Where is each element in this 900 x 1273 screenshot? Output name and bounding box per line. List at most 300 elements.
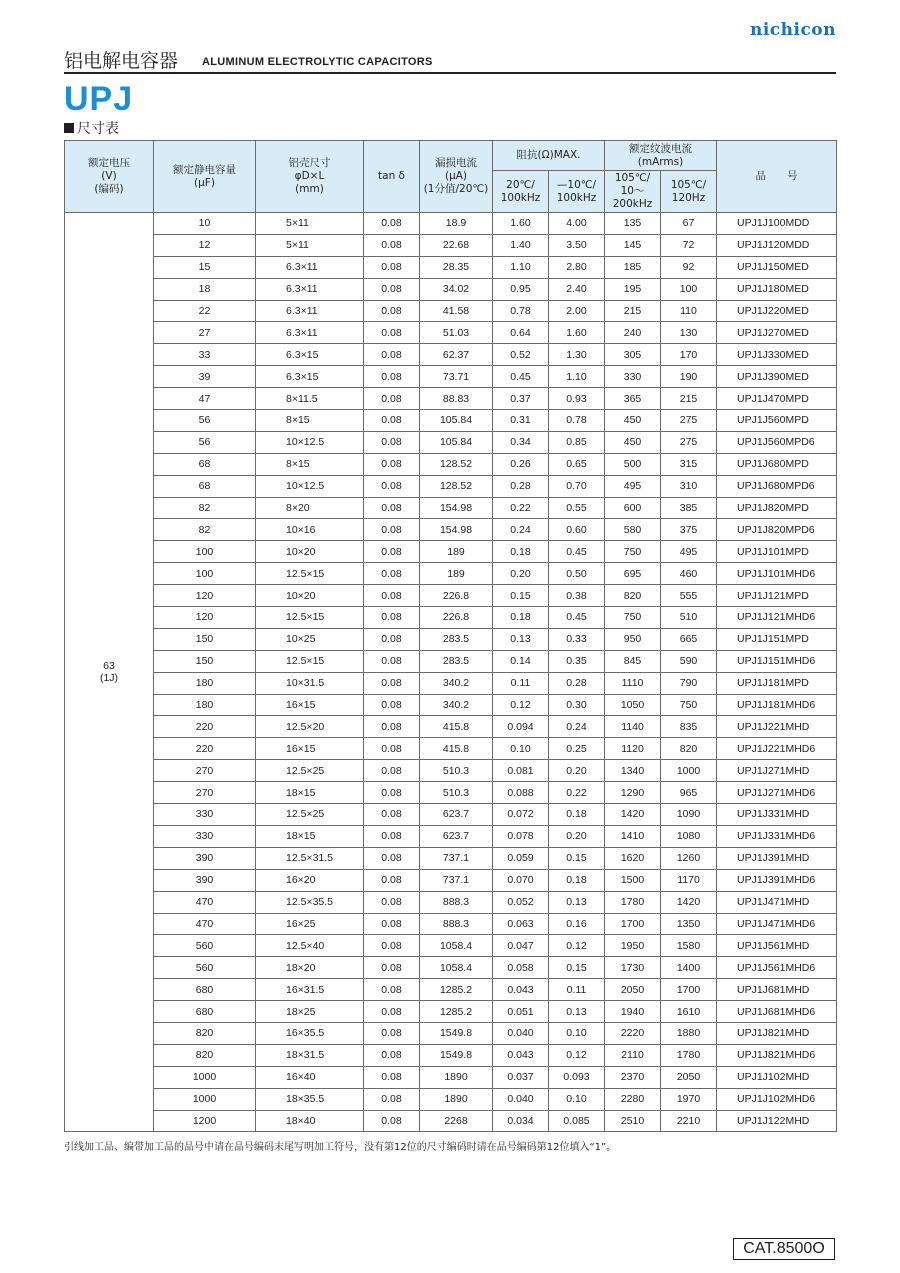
table-row	[65, 979, 837, 1001]
table-cell: 695	[605, 563, 661, 585]
table-cell: UPJ1J681MHD	[717, 979, 837, 1001]
table-cell: 310	[661, 475, 717, 497]
table-cell: 820	[661, 738, 717, 760]
table-cell: 8×20	[256, 497, 364, 519]
table-cell: 0.52	[493, 344, 549, 366]
table-cell: 10×20	[256, 585, 364, 607]
table-row	[65, 957, 837, 979]
table-cell: 2110	[605, 1044, 661, 1066]
table-cell: UPJ1J331MHD6	[717, 825, 837, 847]
table-cell: 226.8	[420, 607, 493, 629]
header-imp-m10c: —10℃/ 100kHz	[549, 171, 605, 213]
table-cell: 16×15	[256, 694, 364, 716]
table-cell: 0.094	[493, 716, 549, 738]
table-cell: 0.18	[493, 607, 549, 629]
table-cell: 0.64	[493, 322, 549, 344]
table-cell: 0.052	[493, 891, 549, 913]
table-cell: 0.16	[549, 913, 605, 935]
table-cell: 150	[154, 628, 256, 650]
table-cell: 2220	[605, 1022, 661, 1044]
table-cell: 0.10	[549, 1088, 605, 1110]
table-row	[65, 234, 837, 256]
table-cell: UPJ1J680MPD6	[717, 475, 837, 497]
table-cell: UPJ1J220MED	[717, 300, 837, 322]
table-cell: 0.058	[493, 957, 549, 979]
table-cell: 189	[420, 563, 493, 585]
table-cell: 590	[661, 650, 717, 672]
table-cell: 12.5×25	[256, 760, 364, 782]
table-row	[65, 825, 837, 847]
table-cell: 0.34	[493, 431, 549, 453]
table-cell: 0.08	[364, 585, 420, 607]
table-cell: UPJ1J181MHD6	[717, 694, 837, 716]
table-cell: 0.08	[364, 979, 420, 1001]
table-cell: 6.3×15	[256, 366, 364, 388]
table-cell: 0.85	[549, 431, 605, 453]
table-cell: UPJ1J270MED	[717, 322, 837, 344]
table-cell: 1200	[154, 1110, 256, 1132]
table-cell: 450	[605, 431, 661, 453]
table-cell: 6.3×11	[256, 300, 364, 322]
table-cell: 0.08	[364, 1044, 420, 1066]
table-row	[65, 672, 837, 694]
table-cell: 12	[154, 234, 256, 256]
table-cell: 0.12	[549, 1044, 605, 1066]
table-cell: UPJ1J820MPD6	[717, 519, 837, 541]
table-row	[65, 541, 837, 563]
table-cell: 18×35.5	[256, 1088, 364, 1110]
table-cell: 0.08	[364, 1001, 420, 1023]
header-case-size: 铝壳尺寸 φD×L (mm)	[256, 141, 364, 213]
table-row	[65, 410, 837, 432]
table-cell: 56	[154, 410, 256, 432]
table-cell: 0.072	[493, 804, 549, 826]
table-cell: 135	[605, 213, 661, 235]
table-cell: 1940	[605, 1001, 661, 1023]
table-cell: 0.08	[364, 366, 420, 388]
table-cell: 1780	[661, 1044, 717, 1066]
table-row	[65, 475, 837, 497]
table-cell: 665	[661, 628, 717, 650]
table-cell: 0.08	[364, 913, 420, 935]
table-cell: 22	[154, 300, 256, 322]
table-cell: 1420	[661, 891, 717, 913]
header-impedance: 阻抗(Ω)MAX.	[493, 141, 605, 171]
table-cell: 16×31.5	[256, 979, 364, 1001]
table-cell: 2050	[605, 979, 661, 1001]
table-cell: 0.08	[364, 344, 420, 366]
table-cell: 1058.4	[420, 935, 493, 957]
table-cell: 0.08	[364, 1110, 420, 1132]
table-cell: 0.08	[364, 694, 420, 716]
table-cell: 0.085	[549, 1110, 605, 1132]
table-cell: 189	[420, 541, 493, 563]
table-cell: 750	[661, 694, 717, 716]
table-cell: 0.059	[493, 847, 549, 869]
table-cell: 1058.4	[420, 957, 493, 979]
table-cell: 18×31.5	[256, 1044, 364, 1066]
table-cell: 16×40	[256, 1066, 364, 1088]
table-cell: 450	[605, 410, 661, 432]
table-cell: 737.1	[420, 847, 493, 869]
table-cell: 10×31.5	[256, 672, 364, 694]
table-cell: 0.08	[364, 213, 420, 235]
table-cell: 0.051	[493, 1001, 549, 1023]
table-cell: UPJ1J101MPD	[717, 541, 837, 563]
page-header	[64, 46, 836, 74]
table-cell: 0.08	[364, 497, 420, 519]
table-cell: 18	[154, 278, 256, 300]
table-cell: 365	[605, 388, 661, 410]
table-cell: 12.5×35.5	[256, 891, 364, 913]
table-cell: 315	[661, 453, 717, 475]
table-cell: 0.08	[364, 256, 420, 278]
table-cell: 4.00	[549, 213, 605, 235]
table-cell: 170	[661, 344, 717, 366]
table-cell: 0.08	[364, 782, 420, 804]
table-cell: 965	[661, 782, 717, 804]
table-row	[65, 847, 837, 869]
header-capacitance: 额定静电容量 (μF)	[154, 141, 256, 213]
table-cell: UPJ1J121MPD	[717, 585, 837, 607]
table-cell: 56	[154, 431, 256, 453]
table-cell: 130	[661, 322, 717, 344]
table-cell: 0.08	[364, 475, 420, 497]
section-heading	[64, 118, 119, 138]
table-cell: 0.08	[364, 388, 420, 410]
table-cell: 0.08	[364, 672, 420, 694]
table-cell: 1260	[661, 847, 717, 869]
table-cell: 415.8	[420, 738, 493, 760]
table-cell: 495	[605, 475, 661, 497]
table-cell: 0.093	[549, 1066, 605, 1088]
table-row	[65, 366, 837, 388]
table-cell: 2510	[605, 1110, 661, 1132]
header-imp-20c: 20℃/ 100kHz	[493, 171, 549, 213]
table-cell: 0.08	[364, 322, 420, 344]
table-cell: 18×40	[256, 1110, 364, 1132]
header-ripple: 额定纹波电流 (mArms)	[605, 141, 717, 171]
table-cell: 6.3×11	[256, 256, 364, 278]
table-row	[65, 1088, 837, 1110]
table-cell: UPJ1J151MHD6	[717, 650, 837, 672]
table-cell: 0.60	[549, 519, 605, 541]
table-cell: 820	[154, 1022, 256, 1044]
table-cell: 0.22	[549, 782, 605, 804]
table-cell: 2280	[605, 1088, 661, 1110]
table-cell: 27	[154, 322, 256, 344]
table-row	[65, 738, 837, 760]
table-cell: 0.55	[549, 497, 605, 519]
table-cell: 1000	[154, 1088, 256, 1110]
table-row	[65, 1066, 837, 1088]
table-cell: 92	[661, 256, 717, 278]
table-cell: 1610	[661, 1001, 717, 1023]
table-cell: 0.08	[364, 738, 420, 760]
table-row	[65, 1110, 837, 1132]
table-cell: 67	[661, 213, 717, 235]
table-cell: 275	[661, 410, 717, 432]
table-cell: 2210	[661, 1110, 717, 1132]
dimension-table	[64, 140, 837, 1132]
table-cell: 88.83	[420, 388, 493, 410]
table-cell: 340.2	[420, 694, 493, 716]
table-cell: 0.28	[549, 672, 605, 694]
table-cell: 0.08	[364, 891, 420, 913]
table-cell: 1090	[661, 804, 717, 826]
table-cell: 12.5×20	[256, 716, 364, 738]
table-cell: 0.35	[549, 650, 605, 672]
table-cell: 215	[605, 300, 661, 322]
table-row	[65, 891, 837, 913]
table-cell: 0.08	[364, 431, 420, 453]
table-row	[65, 782, 837, 804]
table-cell: 12.5×15	[256, 563, 364, 585]
header-tan-delta: tan δ	[364, 141, 420, 213]
table-cell: 1700	[661, 979, 717, 1001]
table-cell: 2268	[420, 1110, 493, 1132]
table-cell: 180	[154, 672, 256, 694]
table-cell: 12.5×31.5	[256, 847, 364, 869]
table-cell: 560	[154, 957, 256, 979]
table-cell: 1080	[661, 825, 717, 847]
table-cell: 0.15	[549, 957, 605, 979]
table-cell: 22.68	[420, 234, 493, 256]
table-cell: 1.60	[549, 322, 605, 344]
table-cell: UPJ1J471MHD6	[717, 913, 837, 935]
table-cell: 0.070	[493, 869, 549, 891]
table-cell: 190	[661, 366, 717, 388]
table-cell: 470	[154, 913, 256, 935]
table-cell: 0.14	[493, 650, 549, 672]
table-cell: 750	[605, 607, 661, 629]
table-cell: UPJ1J180MED	[717, 278, 837, 300]
table-cell: UPJ1J560MPD	[717, 410, 837, 432]
table-cell: UPJ1J271MHD6	[717, 782, 837, 804]
table-cell: 0.11	[549, 979, 605, 1001]
table-cell: 1.40	[493, 234, 549, 256]
table-cell: 10×12.5	[256, 431, 364, 453]
table-cell: 1890	[420, 1066, 493, 1088]
table-cell: 340.2	[420, 672, 493, 694]
table-cell: 0.30	[549, 694, 605, 716]
table-cell: 1549.8	[420, 1022, 493, 1044]
table-cell: 820	[605, 585, 661, 607]
table-cell: 1.10	[549, 366, 605, 388]
table-cell: 510	[661, 607, 717, 629]
table-cell: 73.71	[420, 366, 493, 388]
table-cell: 180	[154, 694, 256, 716]
table-cell: 270	[154, 782, 256, 804]
table-row	[65, 716, 837, 738]
table-cell: 500	[605, 453, 661, 475]
table-cell: 105.84	[420, 410, 493, 432]
table-cell: 1000	[661, 760, 717, 782]
table-cell: 82	[154, 519, 256, 541]
table-cell: 680	[154, 1001, 256, 1023]
header-part-number: 品 号	[717, 141, 837, 213]
table-cell: UPJ1J101MHD6	[717, 563, 837, 585]
table-cell: 330	[154, 804, 256, 826]
table-cell: 750	[605, 541, 661, 563]
header-voltage: 额定电压 (V) (编码)	[65, 141, 154, 213]
table-cell: 0.45	[549, 607, 605, 629]
table-cell: 128.52	[420, 475, 493, 497]
table-cell: 12.5×15	[256, 650, 364, 672]
table-cell: 120	[154, 585, 256, 607]
table-cell: 0.45	[493, 366, 549, 388]
table-cell: 5×11	[256, 234, 364, 256]
brand-logo: nichicon	[749, 20, 836, 40]
table-cell: 0.08	[364, 935, 420, 957]
table-cell: 145	[605, 234, 661, 256]
table-row	[65, 650, 837, 672]
table-cell: 0.08	[364, 278, 420, 300]
table-cell: UPJ1J271MHD	[717, 760, 837, 782]
table-cell: 0.08	[364, 760, 420, 782]
table-row	[65, 388, 837, 410]
table-cell: UPJ1J120MDD	[717, 234, 837, 256]
table-cell: 8×11.5	[256, 388, 364, 410]
table-cell: UPJ1J821MHD	[717, 1022, 837, 1044]
table-cell: 0.10	[493, 738, 549, 760]
table-row	[65, 213, 837, 235]
table-row	[65, 760, 837, 782]
table-cell: 0.081	[493, 760, 549, 782]
table-cell: 1890	[420, 1088, 493, 1110]
table-cell: UPJ1J181MPD	[717, 672, 837, 694]
table-cell: 270	[154, 760, 256, 782]
table-cell: 1285.2	[420, 1001, 493, 1023]
table-row	[65, 322, 837, 344]
voltage-cell: 63 (1J)	[65, 213, 154, 1132]
catalog-number: CAT.8500O	[733, 1238, 835, 1260]
table-row	[65, 869, 837, 891]
table-cell: 8×15	[256, 453, 364, 475]
table-cell: 10×12.5	[256, 475, 364, 497]
table-cell: 888.3	[420, 891, 493, 913]
table-cell: 0.040	[493, 1088, 549, 1110]
table-cell: 0.20	[549, 760, 605, 782]
table-cell: 5×11	[256, 213, 364, 235]
table-row	[65, 497, 837, 519]
table-cell: 110	[661, 300, 717, 322]
table-cell: 51.03	[420, 322, 493, 344]
table-cell: 16×25	[256, 913, 364, 935]
table-cell: UPJ1J121MHD6	[717, 607, 837, 629]
table-cell: 10×20	[256, 541, 364, 563]
table-cell: 888.3	[420, 913, 493, 935]
table-cell: 0.08	[364, 847, 420, 869]
series-name: UPJ	[64, 80, 134, 118]
table-cell: 1500	[605, 869, 661, 891]
table-cell: 0.08	[364, 453, 420, 475]
table-cell: 510.3	[420, 782, 493, 804]
table-cell: 950	[605, 628, 661, 650]
table-cell: 0.22	[493, 497, 549, 519]
table-cell: 0.24	[549, 716, 605, 738]
table-cell: 100	[661, 278, 717, 300]
table-cell: UPJ1J151MPD	[717, 628, 837, 650]
table-cell: 283.5	[420, 628, 493, 650]
table-cell: 1880	[661, 1022, 717, 1044]
table-cell: 0.08	[364, 869, 420, 891]
table-cell: 215	[661, 388, 717, 410]
table-cell: 0.31	[493, 410, 549, 432]
table-cell: 0.043	[493, 1044, 549, 1066]
table-cell: 18×25	[256, 1001, 364, 1023]
table-row	[65, 1022, 837, 1044]
table-cell: 0.037	[493, 1066, 549, 1088]
table-cell: 305	[605, 344, 661, 366]
table-cell: 185	[605, 256, 661, 278]
table-row	[65, 300, 837, 322]
table-cell: 1290	[605, 782, 661, 804]
table-cell: 820	[154, 1044, 256, 1066]
table-cell: 737.1	[420, 869, 493, 891]
table-cell: 1350	[661, 913, 717, 935]
table-cell: 0.18	[493, 541, 549, 563]
table-cell: UPJ1J561MHD	[717, 935, 837, 957]
table-cell: 1.10	[493, 256, 549, 278]
table-cell: 0.08	[364, 1088, 420, 1110]
table-cell: 390	[154, 847, 256, 869]
table-row	[65, 344, 837, 366]
table-cell: 0.08	[364, 1066, 420, 1088]
table-cell: 385	[661, 497, 717, 519]
table-cell: 0.08	[364, 1022, 420, 1044]
table-cell: 16×20	[256, 869, 364, 891]
table-row	[65, 256, 837, 278]
table-cell: 835	[661, 716, 717, 738]
section-title: 尺寸表	[77, 121, 119, 137]
table-cell: 68	[154, 475, 256, 497]
table-cell: 330	[605, 366, 661, 388]
table-cell: 580	[605, 519, 661, 541]
table-cell: 0.034	[493, 1110, 549, 1132]
table-cell: 1780	[605, 891, 661, 913]
table-cell: UPJ1J100MDD	[717, 213, 837, 235]
table-row	[65, 453, 837, 475]
table-cell: 28.35	[420, 256, 493, 278]
table-cell: 415.8	[420, 716, 493, 738]
table-cell: 6.3×15	[256, 344, 364, 366]
table-cell: 790	[661, 672, 717, 694]
table-cell: 555	[661, 585, 717, 607]
table-cell: 2.80	[549, 256, 605, 278]
table-cell: 154.98	[420, 519, 493, 541]
table-row	[65, 607, 837, 629]
table-cell: 128.52	[420, 453, 493, 475]
table-cell: 0.12	[549, 935, 605, 957]
table-cell: 1.30	[549, 344, 605, 366]
table-cell: 0.08	[364, 563, 420, 585]
table-cell: UPJ1J471MHD	[717, 891, 837, 913]
footnote: 引线加工品、编带加工品的品号中请在品号编码末尾写明加工符号，没有第12位的尺寸编码时请在品号编码第12位填入“1”。	[64, 1142, 617, 1153]
table-cell: 1170	[661, 869, 717, 891]
table-cell: UPJ1J561MHD6	[717, 957, 837, 979]
header-ripple-120hz: 105℃/ 120Hz	[661, 171, 717, 213]
header-leakage: 漏损电流 (μA) (1分值/20℃)	[420, 141, 493, 213]
header-ripple-high: 105℃/ 10～ 200kHz	[605, 171, 661, 213]
table-cell: 2050	[661, 1066, 717, 1088]
table-cell: 1700	[605, 913, 661, 935]
table-cell: 283.5	[420, 650, 493, 672]
table-cell: 0.08	[364, 825, 420, 847]
table-cell: UPJ1J821MHD6	[717, 1044, 837, 1066]
table-row	[65, 278, 837, 300]
table-cell: 0.33	[549, 628, 605, 650]
